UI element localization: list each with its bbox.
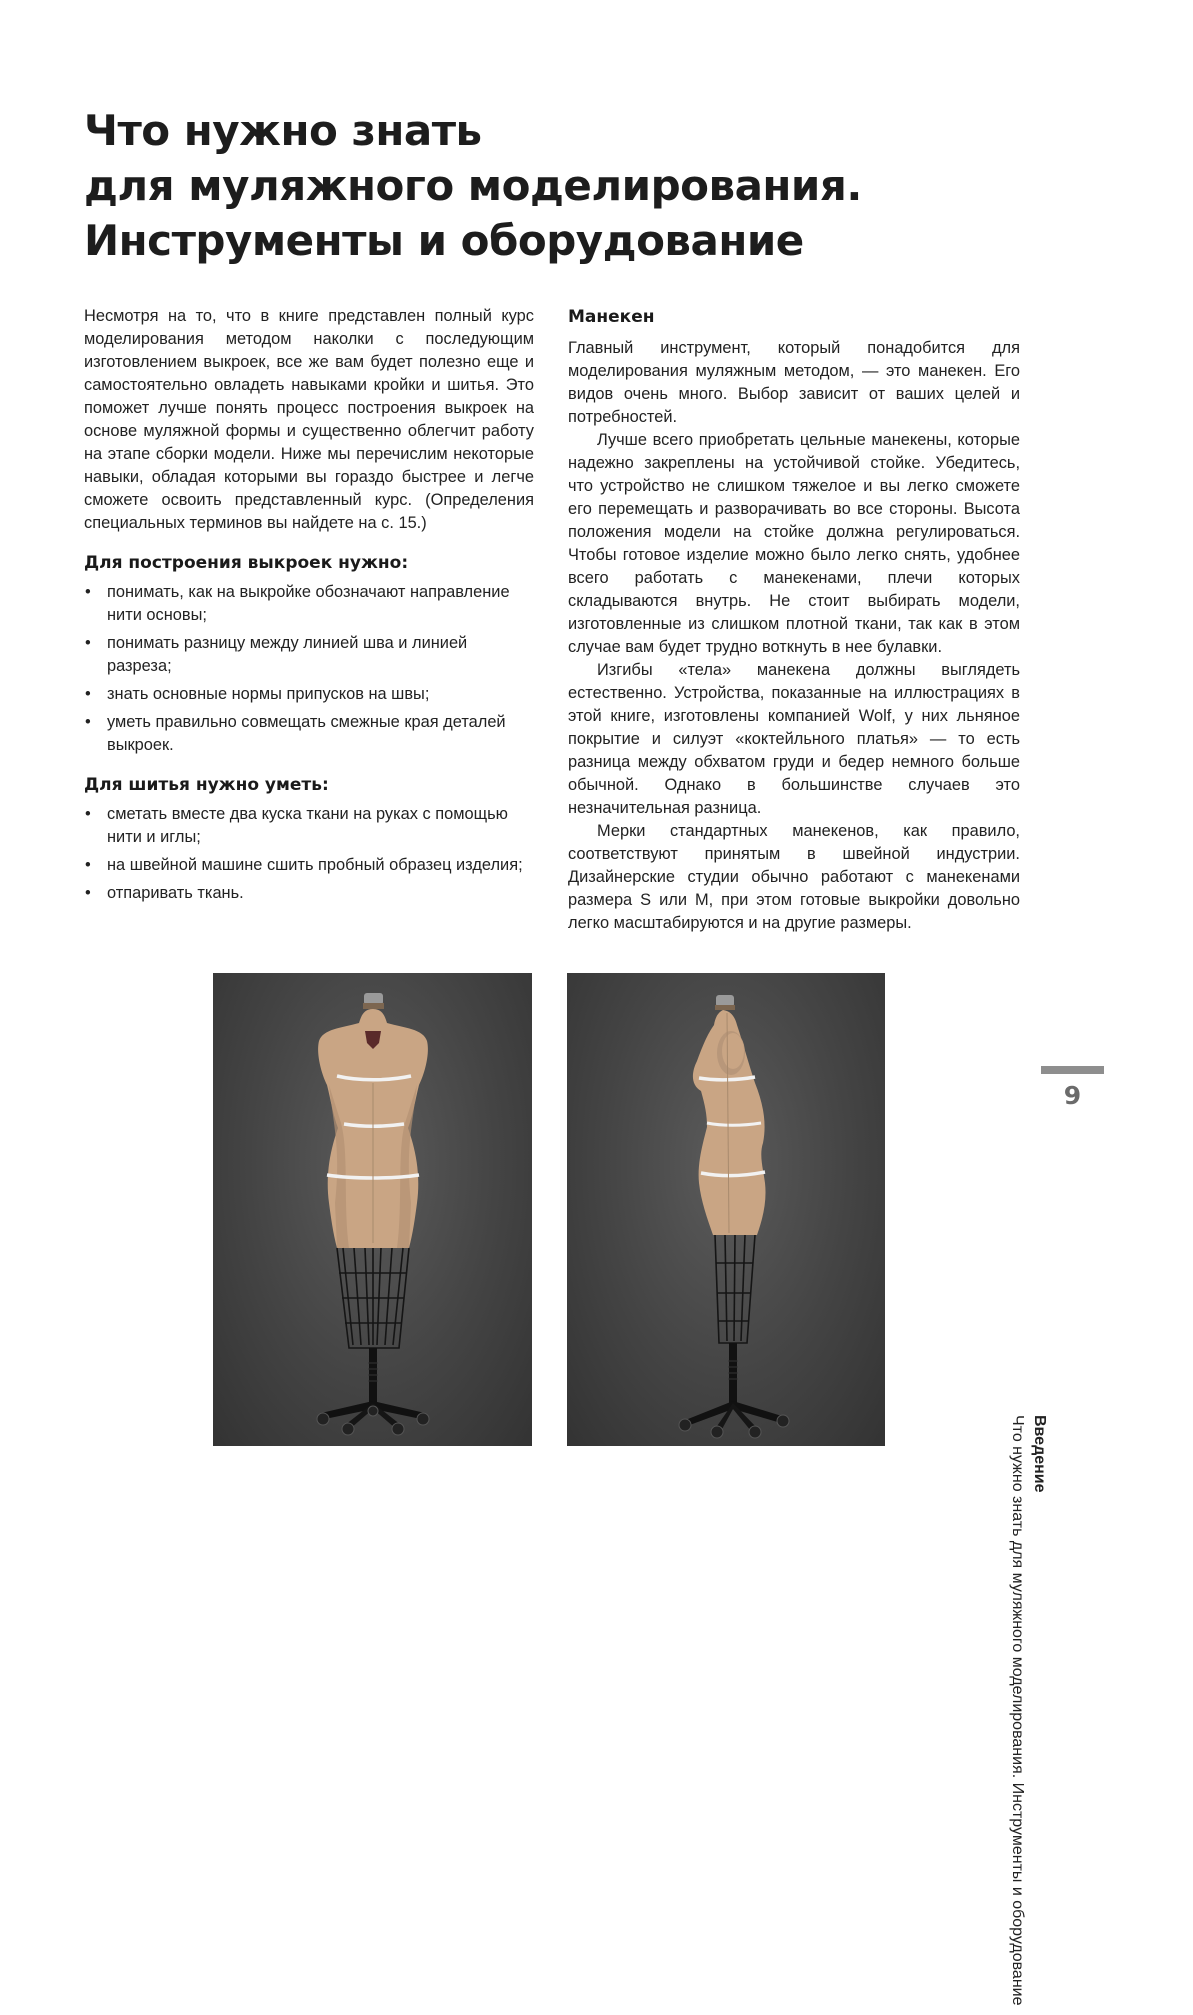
pattern-skills-list — [84, 581, 534, 757]
mannequin-paragraph-2: Лучше всего приобретать цельные манекены, которые надежно закреплены на устойчивой стойке. Убедитесь, что устройство не слишком тяжелое и вы легко сможете его перемещать и разворачивать во все стороны. Высота положения модели на стойке должна регулироваться. Чтобы готовое изделие можно было легко снять, удобнее всего работать с манекенами, плечи которых складываются внутрь. Не стоит выбирать модели, изготовленные из слишком плотной ткани, так как в этом случае вам будет трудно воткнуть в нее булавки. — [568, 431, 1020, 656]
dress-form-side-illustration — [567, 973, 885, 1446]
list-item: • на швейной машине сшить пробный образец изделия; — [84, 854, 534, 877]
running-header-chapter: Введение — [1031, 1415, 1048, 1493]
page-title — [84, 103, 984, 268]
title-line-1: Что нужно знать — [84, 106, 482, 155]
intro-paragraph: Несмотря на то, что в книге представлен полный курс моделирования методом наколки с последующим изготовлением выкроек, все же вам будет полезно еще и самостоятельно овладеть навыками кройки и шитья. Это поможет лучше понять процесс построения выкроек на основе муляжной формы и существенно облегчит работу на этапе сборки модели. Ниже мы перечислим некоторые навыки, обладая которыми вы гораздо быстрее и легче сможете освоить представленный курс. (Определения специальных терминов вы найдете на с. 15.) — [84, 307, 534, 532]
mannequin-paragraph-3: Изгибы «тела» манекена должны выглядеть естественно. Устройства, показанные на иллюстрациях в этой книге, изготовлены компанией Wolf, у них льняное покрытие и силуэт «коктейльного платья» — то есть разница между обхватом груди и бедер немного больше обычной. Однако в большинстве случаев это незначительная разница. — [568, 661, 1020, 817]
running-header-vertical — [990, 1415, 1050, 2015]
dress-form-front-photo — [213, 973, 532, 1446]
page-number-bar — [1041, 1066, 1104, 1074]
list-item: • понимать, как на выкройке обозначают направление нити основы; — [84, 581, 534, 627]
right-column — [568, 305, 1020, 935]
list-item: • сметать вместе два куска ткани на руках с помощью нити и иглы; — [84, 803, 534, 849]
dress-form-front-illustration — [213, 973, 532, 1446]
list-item: • знать основные нормы припусков на швы; — [84, 683, 534, 706]
page-number: 9 — [1063, 1081, 1082, 1110]
pattern-skills-heading: Для построения выкроек нужно: — [84, 553, 409, 573]
list-item: • понимать разницу между линией шва и линией разреза; — [84, 632, 534, 678]
list-item: • уметь правильно совмещать смежные края деталей выкроек. — [84, 711, 534, 757]
sewing-skills-list — [84, 803, 534, 905]
list-item: • отпаривать ткань. — [84, 882, 534, 905]
dress-form-side-photo — [567, 973, 885, 1446]
title-line-2: для муляжного моделирования. — [84, 161, 862, 210]
mannequin-heading: Манекен — [568, 307, 655, 327]
left-column — [84, 305, 534, 910]
mannequin-paragraph-4: Мерки стандартных манекенов, как правило, соответствуют принятым в швейной индустрии. Дизайнерские студии обычно работают с манекенами размера S или M, при этом готовые выкройки довольно легко масштабируются и на другие размеры. — [568, 822, 1020, 932]
running-header-section: Что нужно знать для муляжного моделирования. Инструменты и оборудование — [1009, 1415, 1026, 2006]
sewing-skills-heading: Для шитья нужно уметь: — [84, 775, 329, 795]
title-line-3: Инструменты и оборудование — [84, 216, 804, 265]
mannequin-paragraph-1: Главный инструмент, который понадобится для моделирования муляжным методом, — это манекен. Его видов очень много. Выбор зависит от ваших целей и потребностей. — [568, 339, 1020, 426]
